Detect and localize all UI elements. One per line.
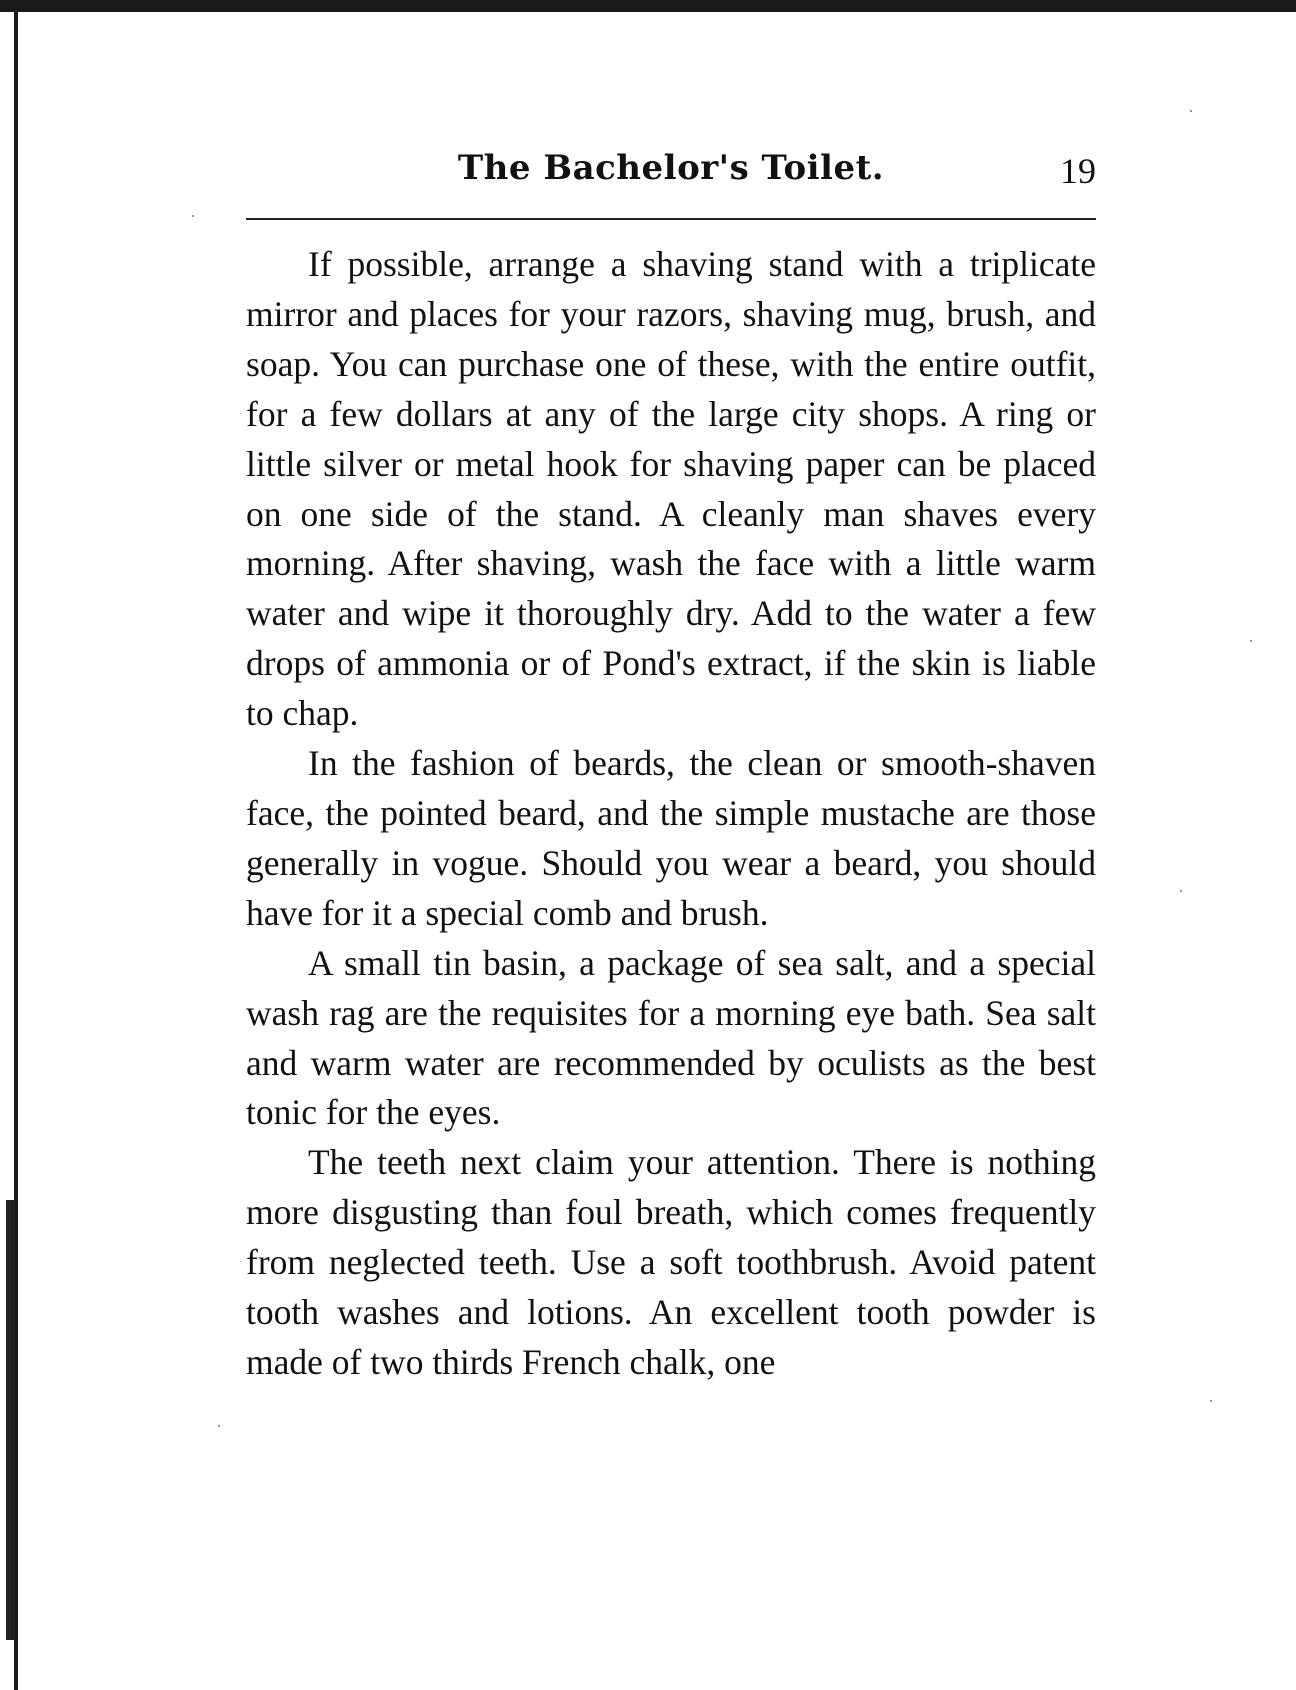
paragraph-eye-bath: A small tin basin, a package of sea salt, and a special wash rag are the requisites for a morning eye bath. Sea salt and warm water are recommended by oculists as the best tonic for the eyes. bbox=[246, 942, 1096, 1133]
page-number: 19 bbox=[1060, 151, 1096, 191]
paragraph-teeth: The teeth next claim your attention. There is nothing more disgusting than foul breath, which comes frequently from neglected teeth. Use a soft toothbrush. Avoid patent tooth washes and lotions. An excellent tooth powder is made of two thirds French chalk, one bbox=[246, 1142, 1096, 1382]
scan-speck bbox=[192, 215, 194, 217]
left-binding-shadow bbox=[6, 1200, 15, 1640]
scan-speck bbox=[1210, 1400, 1212, 1402]
scan-speck bbox=[1250, 640, 1252, 642]
body-text bbox=[246, 240, 1096, 1388]
paragraph-shaving: If possible, arrange a shaving stand with a triplicate mirror and places for your razors, shaving mug, brush, and soap. You can purchase one of these, with the entire outfit, for a few dollars at any of the large city shops. A ring or little silver or metal hook for shaving paper can be placed on one side of the stand. A cleanly man shaves every morning. After shaving, wash the face with a little warm water and wipe it thoroughly dry. Add to the water a few drops of ammonia or of Pond's extract, if the skin is liable to chap. bbox=[246, 244, 1096, 734]
running-title: The Bachelor's Toilet. bbox=[457, 148, 885, 188]
scan-speck bbox=[218, 1425, 220, 1427]
scan-speck bbox=[1180, 890, 1182, 892]
page-header bbox=[246, 148, 1096, 200]
header-rule bbox=[246, 218, 1096, 220]
scan-speck bbox=[1190, 110, 1192, 112]
paragraph-beards: In the fashion of beards, the clean or smooth-shaven face, the pointed beard, and the simple mustache are those generally in vogue. Should you wear a beard, you should have for it a special comb and brush. bbox=[246, 743, 1096, 933]
top-border bbox=[0, 0, 1296, 12]
